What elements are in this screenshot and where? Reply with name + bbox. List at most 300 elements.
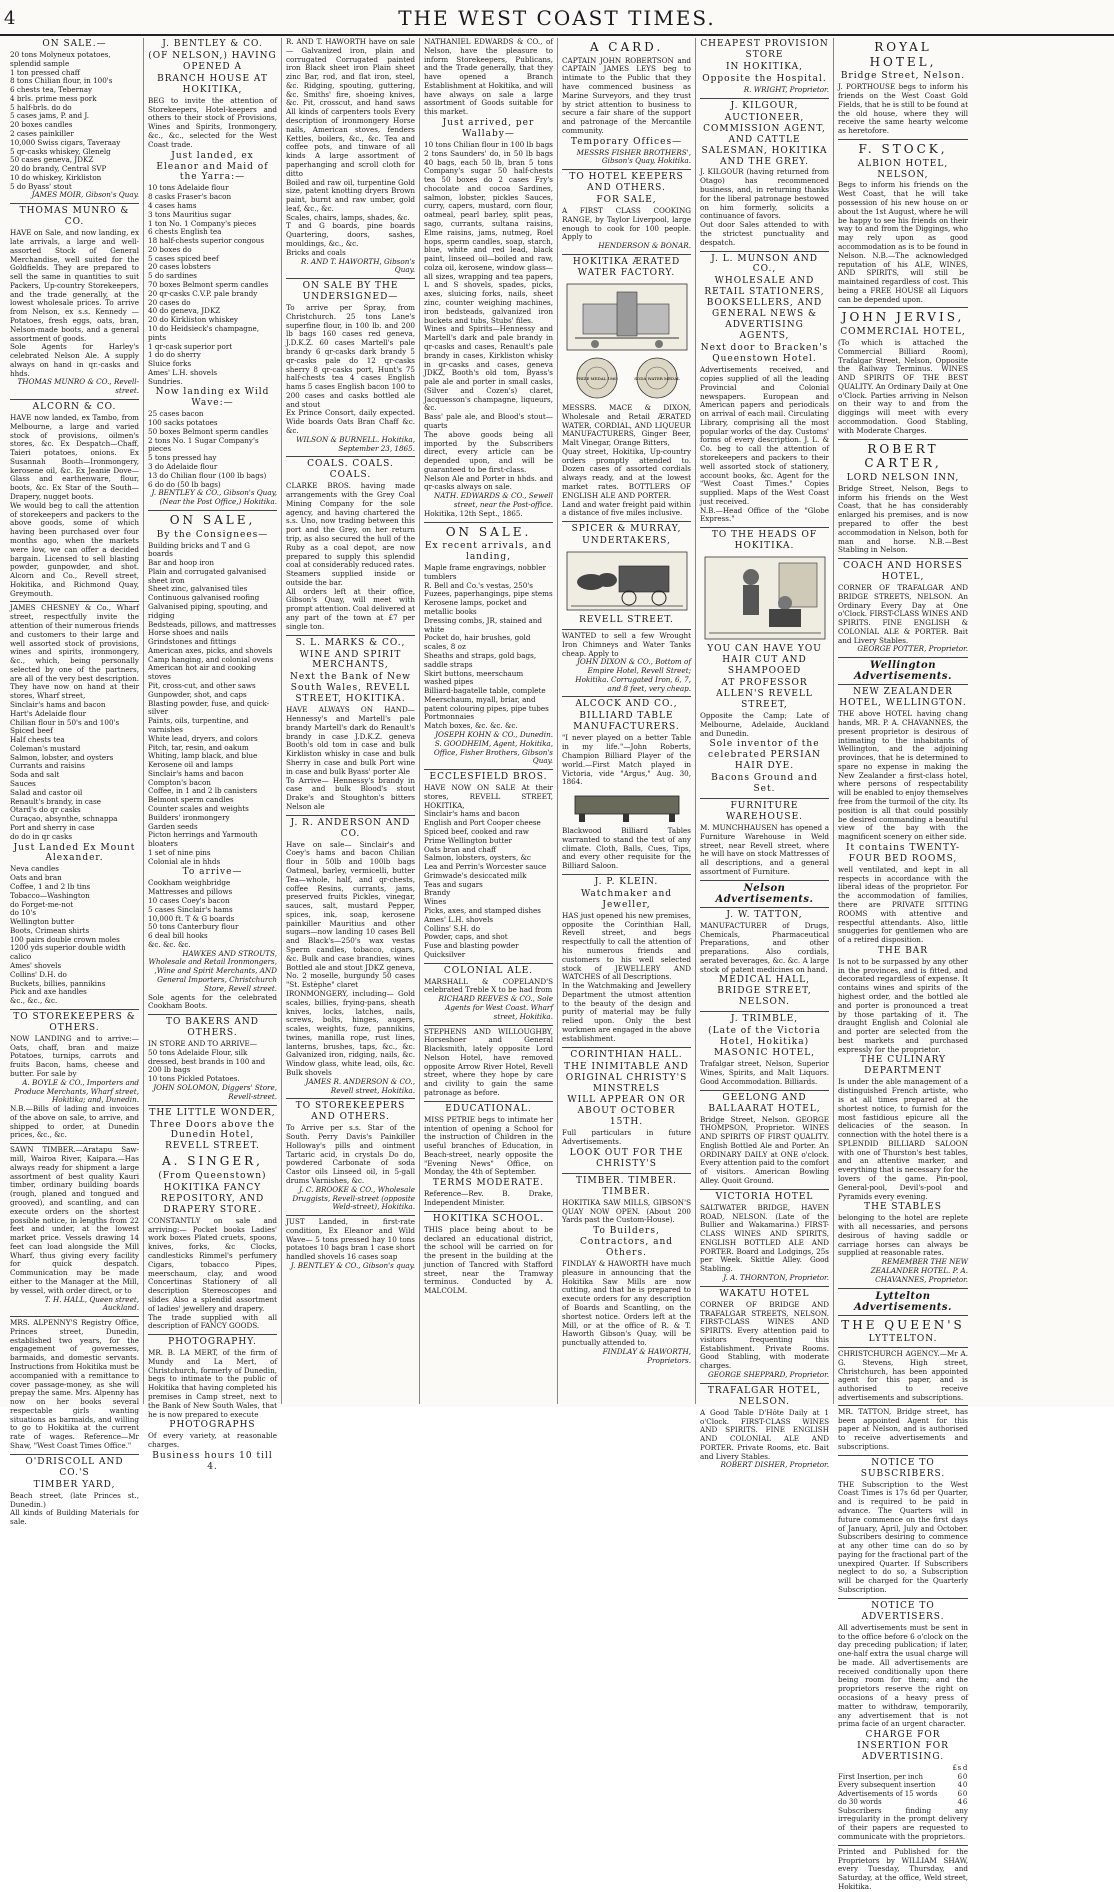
ad-body: A FIRST CLASS COOKING RANGE, by Taylor Liverpool, large enough to cook for 100 people. Apply to: [562, 206, 691, 242]
ad-body: J. KILGOUR (having returned from Otago) has recommenced business, and, in returning thanks for the liberal patronage bestowed on him formerly, solicits a continuance of favors.: [700, 167, 829, 221]
ad-body: Wines and Spirits—Hennessy and Martell's dark and pale brandy in qr-casks and cases, Renault's pale brandy in cases, Kirkliston whisky in qr-casks and cases, geneva JDKZ, Booth's old tom, Byass's pale ale and porter in small casks, (Silver and Cozen's) claret, Jacquesson's champagne, liqueurs, &c.: [424, 324, 553, 413]
ad-heading: TIMBER. TIMBER. TIMBER.: [575, 1175, 678, 1197]
list-item: Counter scales and weights: [148, 803, 249, 813]
list-item: Spiced beef: [10, 726, 53, 736]
list-item: Gunpowder, shot, and caps: [148, 689, 247, 699]
ad-body: (To which is attached the Commercial Billiard Room), Trafalgar Street, Nelson, Opposite the Railway Terminus. WINES AND SPIRITS OF THE BEST QUALITY. An Ordinary Daily at One o'Clock. Parties arriving in Nelson on their way to and from the diggings will meet with every accommodation. Good Stabling, with Moderate Charges.: [838, 338, 968, 435]
ad-subheading: Just landed, ex Eleanor and Maid of the Yarra:—: [156, 150, 269, 183]
ad-subheading: LORD NELSON INN,: [846, 472, 960, 483]
ad-subheading: BILLIARD TABLE MANUFACTURERS.: [573, 711, 680, 733]
ad-body: MISS PETRIE begs to intimate her intention of opening a School for the instruction of Children in the useful branches of Education, in Beach-street, nearly opposite the "Evening News" Office, on Monday, the 4th of September.: [424, 1114, 553, 1177]
ad-queens: [838, 1318, 968, 1452]
ad-coals: [286, 459, 415, 631]
ad-body: Boiled and raw oil, turpentine Gold size, patent knotting dryers Brown paint, burnt and raw umber, gold leaf, &c., &c.: [286, 177, 415, 213]
list-item: Cookham weighbridge: [148, 878, 231, 888]
ad-cheapest-store: [700, 39, 829, 95]
ad-body: Bacons Ground and Set.: [711, 773, 818, 795]
page-number: 4: [4, 8, 16, 29]
ad-heading: HOKITIKA ÆRATED WATER FACTORY.: [572, 257, 681, 278]
ad-heading: GEELONG AND BALLAARAT HOTEL,: [708, 1092, 821, 1114]
list-item: 100 pairs double crown moles: [10, 934, 120, 944]
ad-note: The trade supplied with all description of FANCY GOODS.: [148, 1312, 277, 1331]
list-item: R. Bell and Co.'s vestas, 250's: [424, 580, 533, 590]
ad-subheading: IN HOKITIKA,: [725, 61, 804, 72]
divider: [148, 510, 277, 511]
list-item: 10,000 Swiss cigars, Taveraay: [10, 137, 121, 147]
list-item: Whiting, lamp black, and blue: [148, 751, 258, 761]
ad-signature: RICHARD REEVES & CO., Sole Agents for West Coast. Wharf street, Hokitika.: [438, 994, 553, 1021]
list-item: American hot air and cooking stoves: [148, 663, 257, 682]
divider: [424, 963, 553, 964]
column-6: [696, 38, 834, 1470]
list-item: Teas and sugars: [424, 879, 483, 889]
billiard-table-engraving: [565, 790, 689, 824]
ad-body: To arrive per Spray, from Christchurch. 25 tons Lane's superfine flour, in 100 lb. and 200 lb bags 160 cases red geneva, J.D.K.Z. 60 cases Martell's pale brandy 6 qr-casks dark brandy 5 qr-casks pale do 12 qr-casks sherry 8 qr-casks port, Hunt's 75 half-chests tea 4 cases English hams 5 cases English bacon 100 to 200 cases and casks bottled ale and stout: [286, 303, 415, 409]
list-item: English and Port Cooper cheese: [424, 818, 541, 828]
ad-heading: HOKITIKA SCHOOL.: [432, 1213, 545, 1224]
rates-cell: Advertisements of 15 words: [838, 1789, 938, 1798]
ad-subheading: Just Landed Ex Mount Alexander.: [13, 842, 136, 864]
divider: [838, 1845, 968, 1846]
ad-subheading: WINE AND SPIRIT MERCHANTS,: [299, 649, 402, 671]
rates-row: [838, 1790, 968, 1799]
list-item: Horse shoes and nails: [148, 628, 229, 638]
ad-kilgour: [700, 101, 829, 248]
column-1: [6, 38, 144, 1527]
ad-subheading: WHOLESALE AND RETAIL STATIONERS, BOOKSELLERS, AND GENERAL NEWS & ADVERTISING AGENTS,: [704, 276, 825, 342]
divider: [838, 1405, 968, 1406]
list-item: Picton herrings and Yarmouth bloaters: [148, 830, 258, 849]
list-item: 50 boxes Belmont sperm candles: [148, 426, 269, 436]
ad-heading: COALS. COALS. COALS.: [307, 459, 394, 481]
ad-body: Trafalgar street, Nelson, Superior Wines, Spirits, and Malt Liquors. Good Accommodation. Billiards.: [700, 1059, 829, 1086]
ad-body: In the Watchmaking and Jewellery Department the utmost attention to the beauty of the design and purity of material may be fully relied upon. Only the best workmen are engaged in the above establishment.: [562, 981, 691, 1043]
list-item: 6 deal bill hooks: [148, 931, 208, 941]
list-item: Sheaths and straps, gold bags, saddle straps: [424, 650, 537, 669]
list-item: Ames' L.H. shovels: [148, 367, 218, 377]
ad-body: CONSTANTLY on sale and arriving:— Pocket books Ladies' work boxes Plated cruets, spoons, knives, forks, &c Clocks, candlesticks Rimmel's perfumery Cigars, tobacco Pipes, meerschaum, clay, and wood Concertinas Stationery of all description Stereoscopes and slides Also a splendid assortment of ladies' jewellery and drapery.: [148, 1215, 277, 1313]
ad-signature: J. A. THORNTON, Proprietor.: [723, 1273, 829, 1282]
list-item: Meerschaum, myall, briar, and patent colouring pipes, pipe tubes: [424, 694, 549, 713]
divider: [286, 456, 415, 457]
ad-heading: J. L. MUNSON AND CO.,: [711, 253, 818, 275]
ad-bentley-landed: [286, 1218, 415, 1271]
ad-educational: [424, 1104, 553, 1208]
divider: [424, 1025, 553, 1026]
ad-heading: COACH AND HORSES HOTEL,: [843, 561, 963, 583]
list-item: Currants and raisins: [10, 761, 85, 771]
ad-signature: NATH. EDWARDS & CO., Sewell street, near the Post-office.: [433, 491, 553, 509]
ad-body: CLARKE BROS. having made arrangements with the Grey Coal Mining Company for the sole agency, and having chartered the s.s. Uno, now trading between this port and the Grey, on her return trip, as also secured the hull of the Ruby as a coal depot, are now prepared to supply this splendid coal at considerably reduced rates.: [286, 481, 415, 570]
list-item: 8 casks Fraser's bacon: [148, 192, 232, 202]
ad-signature: JAMES MOIR, Gibson's Quay.: [31, 190, 139, 200]
ad-body: AT PROFESSOR ALLEN'S REVELL STREET,: [716, 678, 813, 711]
divider: [562, 1173, 691, 1174]
ad-subheading: COMMERCIAL HOTEL,: [840, 327, 966, 338]
ad-body: HOKITIKA SAW MILLS, GIBSON'S QUAY NOW OPEN. (About 200 Yards past the Custom-House).: [562, 1197, 691, 1225]
column-4: [420, 38, 558, 1404]
ad-ecclesfield: [424, 772, 553, 960]
column-3: [282, 38, 420, 1404]
ad-body: SAWN TIMBER.—Aratapu Saw-mill, Wairoa River, Kaipara.—Has always ready for shipment a large assortment of best quality Kauri timber, ordinary building boards (rough, planed and tongued and grooved), and scantling, and can execute orders on the shortest possible notice, in lengths from 22 feet and under, at the lowest market price. Vessels drawing 14 feet can load alongside the Mill Wharf, thus giving every facility for quick despatch. Communication may be made either to the Manager at the Mill, by vessel, with order direct, or to: [10, 1145, 139, 1295]
ad-klein: [562, 877, 691, 1044]
ad-subheading: PHOTOGRAPHS: [169, 1420, 256, 1431]
list-item: Grimwade's desiccated milk: [424, 870, 527, 880]
list-item: Lea and Perrin's Worcester sauce: [424, 862, 547, 872]
list-item: 4 cases hams: [148, 201, 197, 210]
divider: [700, 527, 829, 528]
ad-body: MANUFACTURER of Drugs, Chemicals, Pharmaceutical Preparations, and other preparations. Also cordials, aerated beverages, &c. &c. A large stock of patent medicines on hand.: [700, 920, 829, 974]
ad-body: All advertisements must be sent in to the office before 6 o'clock on the day preceding publication; if later, one-half extra the usual charge will be made. All advertisements are received conditionally upon there being room for them; and the proprietors reserve the right on occasions of a heavy press of matter to withdraw, temporarily, any advertisement that is not prima facie of an urgent character.: [838, 1622, 968, 1729]
list-item: 6 chests tea, Tebernay: [10, 85, 93, 95]
ad-heading: NOTICE TO ADVERTISERS.: [861, 1600, 945, 1622]
ad-list: [148, 542, 277, 867]
ad-anderson: [286, 818, 415, 1096]
ad-body: Land and water freight paid within a distance of five miles inclusive.: [562, 499, 691, 518]
ad-note: Business hours 10 till 4.: [152, 1450, 273, 1472]
ad-trimble: [700, 1014, 829, 1086]
ad-body: IRONMONGERY, including— Gold scales, billies, frying-pans, sheath knives, locks, latches, nails, screws, bolts, hinges, augers, scales, weights, fuze, pannikins, twines, manilla rope, rust lines, lanterns, brushes, taps, &c., &c. Galvanized iron, ridging, nails, &c. Window glass, white lead, oils, &c. Bulk shovels: [286, 988, 415, 1077]
rates-cell: 0: [962, 1772, 968, 1781]
ad-colonial-ale: [424, 966, 553, 1022]
list-item: Curaçao, absynthe, schnappa: [10, 814, 118, 824]
ad-body: Scales, chairs, lamps, shades, &c.: [286, 212, 410, 222]
ad-sawn-timber: [10, 1146, 139, 1313]
list-item: Powder, caps, and shot: [424, 932, 508, 942]
rates-header-cell: [838, 1764, 953, 1773]
divider: [838, 1315, 968, 1316]
ad-body: J. PORTHOUSE begs to inform his friends on the West Coast Gold Fields, that he is still to be found at the old house, where they will receive the same hearty welcome as heretofore.: [838, 82, 968, 136]
rates-table: [838, 1764, 968, 1807]
divider: [286, 635, 415, 636]
divider: [424, 522, 553, 523]
ad-moir: [10, 39, 139, 200]
ad-signature: A. BOYLE & CO., Importers and Produce Merchants, Wharf street, Hokitika; and, Dunedin.: [14, 1077, 139, 1105]
ad-signature: T. H. HALL, Queen street, Auckland.: [44, 1294, 139, 1313]
ad-heading: COLONIAL ALE.: [443, 965, 534, 976]
ad-heading: ALCORN & CO.: [32, 402, 117, 413]
ad-signature: HENDERSON & BONAR.: [598, 241, 691, 251]
list-item: Garden seeds: [148, 821, 198, 831]
list-item: 6 do do (50 lb bags): [148, 479, 221, 489]
list-item: Brandy: [424, 888, 451, 898]
ad-body: Sole inventor of the celebrated PERSIAN HAIR DYE.: [707, 739, 822, 772]
ad-body: NATHANIEL EDWARDS & CO., of Nelson, have the pleasure to inform Storekeepers, Publicans, and the Trade generally, that they have opened a Branch Establishment at Hokitika, and will have always on sale a large assortment of Goods suitable for this market.: [424, 37, 553, 117]
divider: [424, 1101, 553, 1102]
ad-subheading: HOKITIKA FANCY REPOSITORY, AND DRAPERY STORE.: [160, 1183, 265, 1215]
divider: [700, 251, 829, 252]
list-item: 1200 yds superior double width calico: [10, 943, 126, 962]
list-item: Kerosene oil and lamps: [148, 760, 234, 770]
divider: [10, 399, 139, 400]
ad-subheading: Next door to Bracken's Queenstown Hotel.: [700, 343, 829, 365]
list-item: &c., &c., &c.: [10, 996, 58, 1006]
ad-subheading: TIMBER YARD,: [33, 1479, 116, 1490]
ad-body: HAS just opened his new premises, opposite the Corinthian Hall, Revell street, and begs respectfully to call the attention of his numerous friends and customers to his well selected stock of JEWELLERY AND WATCHES of all Descriptions.: [562, 910, 691, 982]
ad-subheading: Just arrived, per Wallaby—: [442, 118, 535, 139]
ad-body: MARSHALL & COPELAND'S celebrated Treble X to be had from: [424, 976, 553, 995]
divider: [838, 139, 968, 140]
ad-royal-hotel: [838, 40, 968, 136]
rates-header-row: [838, 1764, 968, 1773]
column-2: [144, 38, 282, 1472]
ad-body: Beach street, (late Princes st., Dunedin.): [10, 1490, 139, 1509]
divider: [562, 629, 691, 630]
ad-body: To Arrive per s.s. Star of the South. Perry Davis's Painkiller Holloway's pills and ointment Tartaric acid, in crystals Do do, powdered Carbonate of soda Castor oils Linseed oil, in 5-gall drums Varnishes, &c.: [286, 1123, 415, 1185]
list-item: Chilian flour in 50's and 100's: [10, 717, 120, 727]
medal-right-label: SODA WATER MEDAL: [633, 375, 680, 381]
list-item: Portmonnaies: [424, 712, 475, 722]
divider: [10, 203, 139, 204]
ad-corinthian: [562, 1050, 691, 1170]
rates-cell: 6: [957, 1772, 963, 1781]
ad-body: HAVE on Sale, and now landing, ex late arrivals, a large and well-assorted Stock of General Merchandise, well suited for the Goldfields. They are prepared to sell the same in quantities to suit Packers, Up-country Storekeepers, and the trade generally, at the lowest wholesale prices. To arrive from Nelson, ex s.s. Kennedy —Potatoes, fresh eggs, oats, bran, Nelson-made boots, and a general assortment of goods.: [10, 228, 139, 343]
divider: [838, 1455, 968, 1456]
list-item: Skirt buttons, meerschaum washed pipes: [424, 668, 524, 687]
list-item: 20 do Kirkliston whiskey: [148, 315, 238, 325]
list-item: 1 qr-cask superior port: [148, 341, 233, 351]
list-item: 5 cases spiced beef: [148, 253, 219, 263]
divider: [10, 1143, 139, 1144]
list-item: Galvanised piping, spouting, and ridging: [148, 602, 268, 620]
ad-signature: GEORGE POTTER, Proprietor.: [857, 644, 968, 654]
ad-munro: [10, 206, 139, 396]
list-item: Buckets, billies, pannikins: [10, 978, 106, 988]
ad-alcock: [562, 699, 691, 871]
rates-cell: Every subsequent insertion: [838, 1781, 936, 1790]
list-item: 6 chests English tea: [148, 227, 222, 237]
section-heading-nelson: Nelson Advertisements.: [715, 882, 814, 905]
ad-body: All kinds of Building Materials for sale.: [10, 1508, 139, 1527]
list-item: 5 qr-casks whiskey, Glenelg: [10, 146, 111, 156]
ad-body: Steamers supplied inside or outside the bar.: [286, 569, 415, 587]
list-item: Soda and salt: [10, 770, 60, 780]
divider: [10, 1454, 139, 1455]
divider: [562, 521, 691, 522]
ad-body: NOW LANDING and to arrive:— Oats, chaff, bran and maize Potatoes, turnips, carrots and fruits Bacon, hams, cheese and butter. For sale by: [10, 1033, 139, 1078]
list-item: Fuse and blasting powder: [424, 941, 519, 951]
ad-kohn: [424, 525, 553, 767]
list-item: 20 cases do: [148, 297, 191, 307]
list-item: 1 set of nine pins: [148, 847, 211, 857]
list-item: Pitch, tar, resin, and oakum: [148, 742, 249, 752]
ad-body: YOU CAN HAVE YOU HAIR CUT AND SHAMPOOED: [707, 644, 822, 677]
rates-row: [838, 1781, 968, 1790]
list-item: Kerosene lamps, pocket and metallic books: [424, 598, 527, 617]
list-item: Neva candles: [10, 864, 59, 874]
list-item: 8 tons Chilian flour, in 100's: [10, 76, 113, 86]
list-item: Billiard-bagatelle table, complete: [424, 686, 546, 696]
list-item: Spiced beef, cooked and raw: [424, 826, 529, 836]
ad-heading: TO THE HEADS OF HOKITIKA.: [711, 530, 818, 552]
ad-body: Opposite the Camp; Late of Melbourne, Adelaide, Auckland and Dunedin.: [700, 711, 829, 738]
ad-body: IN STORE AND TO ARRIVE—: [148, 1039, 257, 1049]
newspaper-title: THE WEST COAST TIMES.: [398, 6, 716, 30]
ad-subheading: Next the Bank of New South Wales, REVELL STREET, HOKITIKA.: [290, 672, 411, 705]
ad-signature: FINDLAY & HAWORTH, Proprietors.: [602, 1346, 691, 1365]
list-item: Sheet zinc, galvanised tiles: [148, 584, 248, 594]
ad-heading: J. TRIMBLE,: [730, 1014, 799, 1025]
ad-signature: HAWKES AND STROUTS, Wholesale and Retail Ironmongers, ,Wine and Spirit Merchants, AND General Importers, Christchurch Store, Revell street.: [148, 948, 277, 993]
ad-dixon: [562, 632, 691, 693]
ad-body: CAPTAIN JOHN ROBERTSON and CAPTAIN JAMES LEYS beg to intimate to the Public that they have commenced business as Marine Surveyors, and they trust by strict attention to business to secure a fair share of the support and patronage of the Mercantile community.: [562, 55, 691, 135]
list-item: Sinclair's hams and bacon: [424, 809, 520, 819]
list-item: Collins' S.H. do: [424, 923, 481, 933]
ad-body: Bricks and coals: [286, 247, 346, 257]
divider: [838, 1288, 968, 1289]
list-item: do Forget-me-not: [10, 899, 74, 909]
list-item: Wines: [424, 897, 447, 907]
list-item: 10,000 ft. T & G boards: [148, 913, 235, 923]
ad-tatton: [700, 910, 829, 1009]
ad-signature: S. GOODHEIM, Agent, Hokitika, Office, Fisher Brothers, Gibson's Quay.: [433, 738, 553, 766]
ad-list: [10, 865, 139, 1006]
divider: [838, 657, 968, 658]
ad-body: BEG to invite the attention of Storekeepers, Hotel-keepers and others to their stock of Provisions, Wines and Spirits, Ironmongery, &c., &c., selected for the West Coast trade.: [148, 95, 277, 149]
ad-signature: JOHN DIXON & CO., Bottom of Empire Hotel, Revell Street; Hokitika. Corrugated Iron, 6, 7, and 8 feet, very cheap.: [575, 657, 691, 693]
section-heading-wellington: Wellington Advertisements.: [853, 660, 953, 683]
divider: [838, 558, 968, 559]
list-item: 20 tons Molyneux potatoes, splendid sample: [10, 49, 111, 68]
list-item: Pit, cross-cut, and other saws: [148, 681, 256, 691]
ad-body: THE INIMITABLE AND ORIGINAL CHRISTY'S MINSTRELS: [564, 1061, 689, 1094]
ad-subheading: (Late of the Victoria Hotel, Hokitika) MASONIC HOTEL,: [708, 1026, 821, 1059]
ad-heading: WAKATU HOTEL: [719, 1288, 810, 1299]
ad-allen-hair: [700, 530, 829, 795]
divider: [700, 1189, 829, 1190]
ad-jervis: [838, 310, 968, 435]
divider: [700, 98, 829, 99]
divider: [700, 798, 829, 799]
list-item: 1 ton No. 1 Company's pieces: [148, 218, 257, 228]
rates-cell: 4: [957, 1798, 963, 1807]
divider: [838, 1598, 968, 1599]
ad-body: HAVE NOW ON SALE At their stores, REVELL STREET, HOKITIKA,: [424, 783, 553, 810]
list-item: 1 do do sherry: [148, 350, 201, 360]
ad-signature: THOMAS MUNRO & CO., Revell-street.: [17, 377, 139, 396]
list-item: Sluice forks: [148, 359, 192, 369]
list-item: 10 tons Pickled Potatoes.: [148, 1074, 240, 1084]
rates-cell: 6: [962, 1798, 968, 1807]
ad-body: Begs to inform his friends on the West Coast, that he will take possession of his new house on or about the 1st August, where he will be happy to see his friends on their way to and from the Diggings, who may rely upon as good accommodation as is to be found in Nelson. N.B.—The acknowledged reputation of his ALE, WINES, AND SPIRITS, will still be maintained regardless of cost. This being a FREE HOUSE all Liquors can be depended upon.: [838, 180, 968, 304]
ad-body: All orders left at their office, Gibson's Quay, will meet with prompt attention. Coal delivered at any part of the town at £7 per single ton.: [286, 586, 415, 631]
ad-body: Subscribers finding any irregularity in the prompt delivery of their papers are requested to communicate with the proprietors.: [838, 1805, 968, 1842]
ad-heading: ALCOCK AND CO.,: [575, 699, 678, 710]
rates-cell: 0: [962, 1781, 968, 1790]
list-item: 20 qr-casks C.V.P. pale brandy: [148, 288, 258, 298]
ad-body: To Builders, Contractors, and Others.: [579, 1226, 674, 1259]
list-item: 3 tons Mauritius sugar: [148, 209, 232, 219]
list-item: 4 brls. prime mess pork: [10, 93, 97, 103]
ad-body: JUST Landed, in first-rate condition, Ex Eleanor and Wild Wave— 5 tons pressed hay 10 tons potatoes 10 bags bran 1 case short handled shovels 16 cases soap: [286, 1217, 415, 1262]
list-item: Sinclair's hams and bacon: [10, 700, 106, 709]
list-item: 2 cases painkiller: [10, 129, 74, 138]
divider: [424, 769, 553, 770]
divider: [148, 1105, 277, 1106]
ad-subheading: THE BAR: [877, 945, 929, 956]
ad-subheading: Watchmaker and Jeweller,: [580, 888, 673, 910]
ad-heading: ROYAL HOTEL,: [869, 40, 937, 69]
ad-subheading: Bridge Street, Nelson.: [840, 71, 966, 82]
ad-signature: ROBERT DISHER, Proprietor.: [720, 1460, 829, 1470]
ad-body: Nelson Ale and Porter in hhds. and qr-casks always on sale.: [424, 473, 553, 492]
ad-subheading: FOR SALE,: [596, 195, 657, 206]
ad-body: WANTED to sell a few Wrought Iron Chimneys and Water Tanks cheap. Apply to: [562, 631, 691, 658]
ad-heading: ON SALE.: [445, 524, 532, 539]
divider: [700, 1011, 829, 1012]
ad-subheading: REVELL STREET.: [579, 615, 674, 626]
list-item: 5 half-brls. do do: [10, 102, 72, 112]
list-item: Picks, axes, and stamped dishes: [424, 906, 542, 915]
ad-subheading: It contains TWENTY-FOUR BED ROOMS,: [845, 842, 961, 864]
ad-heading: THE QUEEN'S: [841, 1317, 965, 1332]
ad-body: Advertisements received, and copies supplied of all the leading Provincial and Colonial newspapers. European and American papers and periodicals on arrival of each mail. Circulating Library, comprising all the most popular works of the day. Customs' forms of every description. J. L. & Co. beg to call the attention of storekeepers and packers to their well assorted stock of stationery, account books, &c. Agent for the "West Coast Times." Copies supplied. Maps of the West Coast just received.: [700, 365, 829, 506]
ad-heading: THE LITTLE WONDER,: [149, 1107, 276, 1118]
ad-heading: CORINTHIAN HALL.: [570, 1049, 683, 1060]
ad-chesney: [10, 604, 139, 1006]
list-item: Quicksilver: [424, 949, 466, 959]
list-item: Compton's bacon: [148, 777, 211, 787]
list-item: 3 do Adelaide flour: [148, 462, 218, 472]
ad-signature: R. AND T. HAWORTH, Gibson's Quay.: [300, 256, 415, 275]
ad-name: A. SINGER,: [162, 1154, 263, 1169]
ad-boyle: [10, 1012, 139, 1140]
ad-subheading: ALBION HOTEL, NELSON,: [857, 158, 949, 180]
ad-heading: S. L. MARKS & CO.,: [295, 637, 406, 648]
ad-body: Have on sale— Sinclair's and Coey's hams and bacon Chilian flour in 50lb and 100lb bags Oatmeal, barley, vermicelli, butter Tea—whole, half, and qr-chests, coffee Resins, currants, jams, preserved fruits Pickles, vinegar, sauces, salt, mustard Pepper, spices, ink, soap, kerosene painkiller Mauritius and other sugars—now landing 10 cases Bell and Black's—250's wax vestas Sperm candles, tobacco, cigars, &c. Bulk and case brandies, wines Bottled ale and stout JDKZ geneva, No. 2 moselle, burgundy 50 cases "St. Estèphe" claret: [286, 839, 415, 990]
ad-body: We would beg to call the attention of storekeepers and packers to the above goods, some of which having been purchased over four months ago, when the markets were low, we can offer a decided bargain. Licensed to sell blasting powder, gunpowder, and shot. Alcorn and Co., Revell street, Hokitika, and Richmond Quay, Greymouth.: [10, 500, 139, 598]
list-item: Fuzees, paperhangings, pipe stems: [424, 589, 553, 599]
divider: [424, 1211, 553, 1212]
ad-body: 10 tons Chilian flour in 100 lb bags 2 tons Saunders' do, in 50 lb bags 40 bags, each 50 lb, bran 5 tons Company's sugar 50 half-chests tea 50 boxes do 2 cases Fry's chocolate and cocoa Sardines, salmon, lobster, pickles Sauces, curry, capers, mustard, corn flour, oatmeal, pearl barley, split peas, sago, currants, sultana raisins, Elme raisins, jams, nutmeg, Roel hops, sperm candles, soap, starch, blue, white and red lead, black paint, linseed oil—boiled and raw, colza oil, kerosene, window glass— all sizes, wrapping and tea papers, L and S shovels, spades, picks, axes, sluicing forks, nails, sheet zinc, counter weighing machines, iron bedsteads, galvanized iron buckets and tubs, Stubs' files.: [424, 139, 553, 325]
ad-signature: J. C. BROOKE & CO., Wholesale Druggists, Revell-street (opposite Weld-street), Hokitika.: [292, 1184, 415, 1212]
list-item: &c. &c. &c.: [148, 939, 191, 949]
divider: [838, 1347, 968, 1348]
list-item: Oats bran and chaff: [424, 844, 497, 854]
ad-heading: TO STOREKEEPERS & OTHERS.: [13, 1011, 136, 1033]
ad-list: [10, 701, 139, 842]
ad-body: Ex Prince Consort, daily expected. Wide boards Oats Bran Chaff &c. &c.: [286, 408, 415, 435]
ad-heading: ON SALE BY THE UNDERSIGNED—: [302, 281, 399, 303]
list-item: Dressing combs, JR, stained and white: [424, 615, 542, 634]
ad-victoria: [700, 1192, 829, 1283]
ad-heading: J. W. TATTON,: [726, 909, 803, 920]
list-item: Oats and bran: [10, 873, 62, 883]
ad-list: [10, 51, 139, 192]
ad-signature: JAMES R. ANDERSON & CO., Revell street, Hokitika.: [305, 1076, 415, 1095]
divider: [700, 880, 829, 881]
ad-subheading: TERMS MODERATE.: [432, 1178, 545, 1189]
ad-hawkes: [148, 513, 277, 1011]
ad-date: Hokitika, 12th Sept., 1865.: [424, 508, 523, 518]
ad-heading: TO HOTEL KEEPERS AND OTHERS.: [569, 172, 684, 194]
ad-body: R. AND T. HAWORTH have on sale— Galvanized iron, plain and corrugated Corrugated painted iron Black sheet iron Plain sheet zinc Bar, rod, and flat iron, steel, &c. Ridging, spouting, guttering, &c. Smiths' fire, shoeing knives, &c. Pit, crosscut, and hand saws All kinds of carpenters tools Every description of ironmongery Horse nails, American stoves, fenders Kettles, boilers, &c., &c. Tea and coffee pots, and tinware of all kinds A large assortment of paperhanging and scroll cloth for ditto: [286, 37, 415, 178]
ad-haworth: [286, 38, 415, 275]
ad-solomon: [148, 1017, 277, 1101]
ad-list: [424, 810, 553, 959]
list-item: 100 sacks potatoes: [148, 418, 218, 428]
ad-signature: J. BENTLEY & CO., Gibson's quay.: [290, 1260, 415, 1270]
ad-body: CORNER OF TRAFALGAR AND BRIDGE STREETS, NELSON. An Ordinary Every Day at One o'Clock. FIRST-CLASS WINES AND SPIRITS. FINE ENGLISH & COLONIAL ALE & PORTER. Bait and Livery Stables.: [838, 583, 968, 645]
ad-notice-subscribers: [838, 1458, 968, 1595]
list-item: 1 ton pressed chaff: [10, 67, 80, 77]
divider: [562, 696, 691, 697]
list-item: Grindstones and fittings: [148, 637, 237, 647]
ad-heading: THOMAS MUNRO & CO.: [19, 206, 130, 228]
divider: [562, 169, 691, 170]
rates-header-cell: £: [952, 1764, 957, 1773]
medal-left-label: PRIZE MEDAL 1865: [575, 375, 618, 381]
